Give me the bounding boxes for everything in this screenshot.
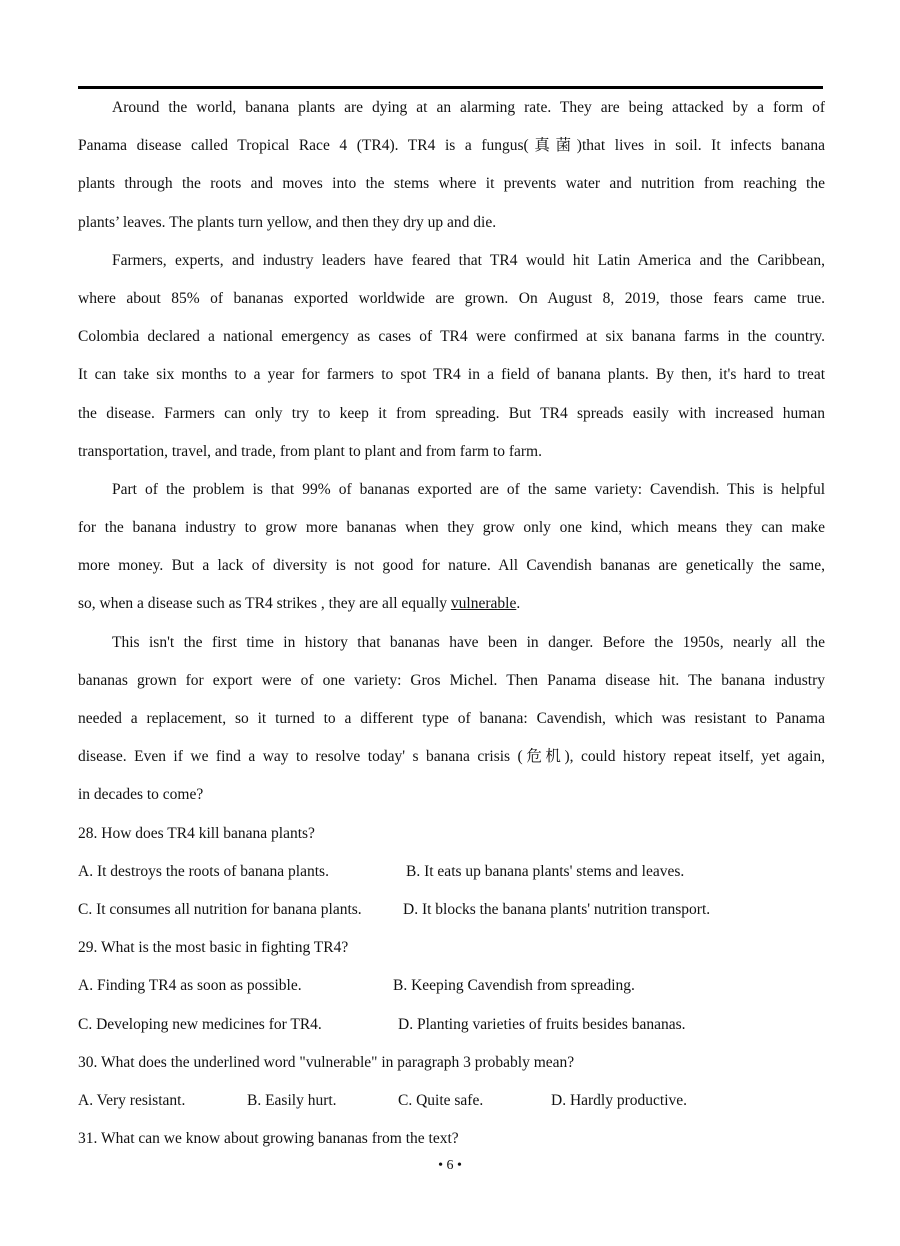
option-row xyxy=(78,1006,825,1044)
text-line: in decades to come? xyxy=(78,786,204,804)
paragraph-1 xyxy=(78,89,825,242)
option-b: B. Easily hurt. xyxy=(247,1091,337,1109)
text-line: plants’ leaves. The plants turn yellow, and then they dry up and die. xyxy=(78,213,497,231)
question-stem: 29. What is the most basic in fighting TR4? xyxy=(78,939,349,957)
question-stem: 30. What does the underlined word "vulnerable" in paragraph 3 probably mean? xyxy=(78,1053,575,1071)
text-line: disease. Even if we find a way to resolve today' s banana crisis (危机), could history repeat itself, yet again, xyxy=(78,748,825,766)
text-line: Part of the problem is that 99% of bananas exported are of the same variety: Cavendish. This is helpful xyxy=(112,480,825,498)
question-30 xyxy=(78,1044,825,1120)
question-29 xyxy=(78,929,825,1044)
text-line: Around the world, banana plants are dying at an alarming rate. They are being attacked by a form of xyxy=(112,99,825,116)
text-line: Panama disease called Tropical Race 4 (TR4). TR4 is a fungus(真菌)that lives in soil. It infects banana xyxy=(78,137,825,155)
question-31 xyxy=(78,1120,825,1158)
text-line: This isn't the first time in history that bananas have been in danger. Before the 1950s, nearly all the xyxy=(112,633,825,651)
page-number: • 6 • xyxy=(438,1158,462,1173)
option-c: C. Quite safe. xyxy=(398,1091,484,1109)
option-row xyxy=(78,967,825,1005)
question-stem: 28. How does TR4 kill banana plants? xyxy=(78,824,315,842)
option-row xyxy=(78,853,825,891)
text-line: more money. But a lack of diversity is not good for nature. All Cavendish bananas are genetically the same, xyxy=(78,557,825,575)
option-d: D. Planting varieties of fruits besides bananas. xyxy=(398,1015,686,1033)
question-stem: 31. What can we know about growing bananas from the text? xyxy=(78,1130,459,1148)
text-line: plants through the roots and moves into the stems where it prevents water and nutrition from reaching the xyxy=(78,175,825,193)
text-span: . xyxy=(516,595,521,613)
text-line: where about 85% of bananas exported worldwide are grown. On August 8, 2019, those fears came true. xyxy=(78,289,825,307)
option-a: A. It destroys the roots of banana plants. xyxy=(78,862,329,880)
text-span: so, when a disease such as TR4 strikes , they are all equally xyxy=(78,595,451,613)
option-row xyxy=(78,1082,825,1120)
text-line: for the banana industry to grow more bananas when they grow only one kind, which means they can make xyxy=(78,519,825,537)
text-line: It can take six months to a year for farmers to spot TR4 in a field of banana plants. By then, it's hard to treat xyxy=(78,366,825,384)
option-row xyxy=(78,891,825,929)
text-line xyxy=(78,585,825,623)
text-line: Colombia declared a national emergency as cases of TR4 were confirmed at six banana farms in the country. xyxy=(78,328,825,346)
option-a: A. Finding TR4 as soon as possible. xyxy=(78,977,302,995)
paragraph-2 xyxy=(78,242,825,471)
option-b: B. It eats up banana plants' stems and leaves. xyxy=(406,862,685,880)
text-line: bananas grown for export were of one variety: Gros Michel. Then Panama disease hit. The banana industry xyxy=(78,671,825,689)
option-d: D. It blocks the banana plants' nutrition transport. xyxy=(403,900,711,918)
option-c: C. Developing new medicines for TR4. xyxy=(78,1015,322,1033)
option-b: B. Keeping Cavendish from spreading. xyxy=(393,977,635,995)
underlined-word: vulnerable xyxy=(450,595,517,613)
text-line: transportation, travel, and trade, from plant to plant and from farm to farm. xyxy=(78,442,542,460)
question-28 xyxy=(78,815,825,930)
paragraph-4 xyxy=(78,624,825,815)
text-line: Farmers, experts, and industry leaders have feared that TR4 would hit Latin America and the Caribbean, xyxy=(112,251,825,269)
option-d: D. Hardly productive. xyxy=(551,1091,688,1109)
option-a: A. Very resistant. xyxy=(78,1091,186,1109)
text-line: the disease. Farmers can only try to keep it from spreading. But TR4 spreads easily with increased human xyxy=(78,404,825,422)
paragraph-3 xyxy=(78,471,825,624)
text-line: needed a replacement, so it turned to a different type of banana: Cavendish, which was resistant to Panama xyxy=(78,710,825,727)
option-c: C. It consumes all nutrition for banana plants. xyxy=(78,900,362,918)
document-body xyxy=(78,89,825,1158)
